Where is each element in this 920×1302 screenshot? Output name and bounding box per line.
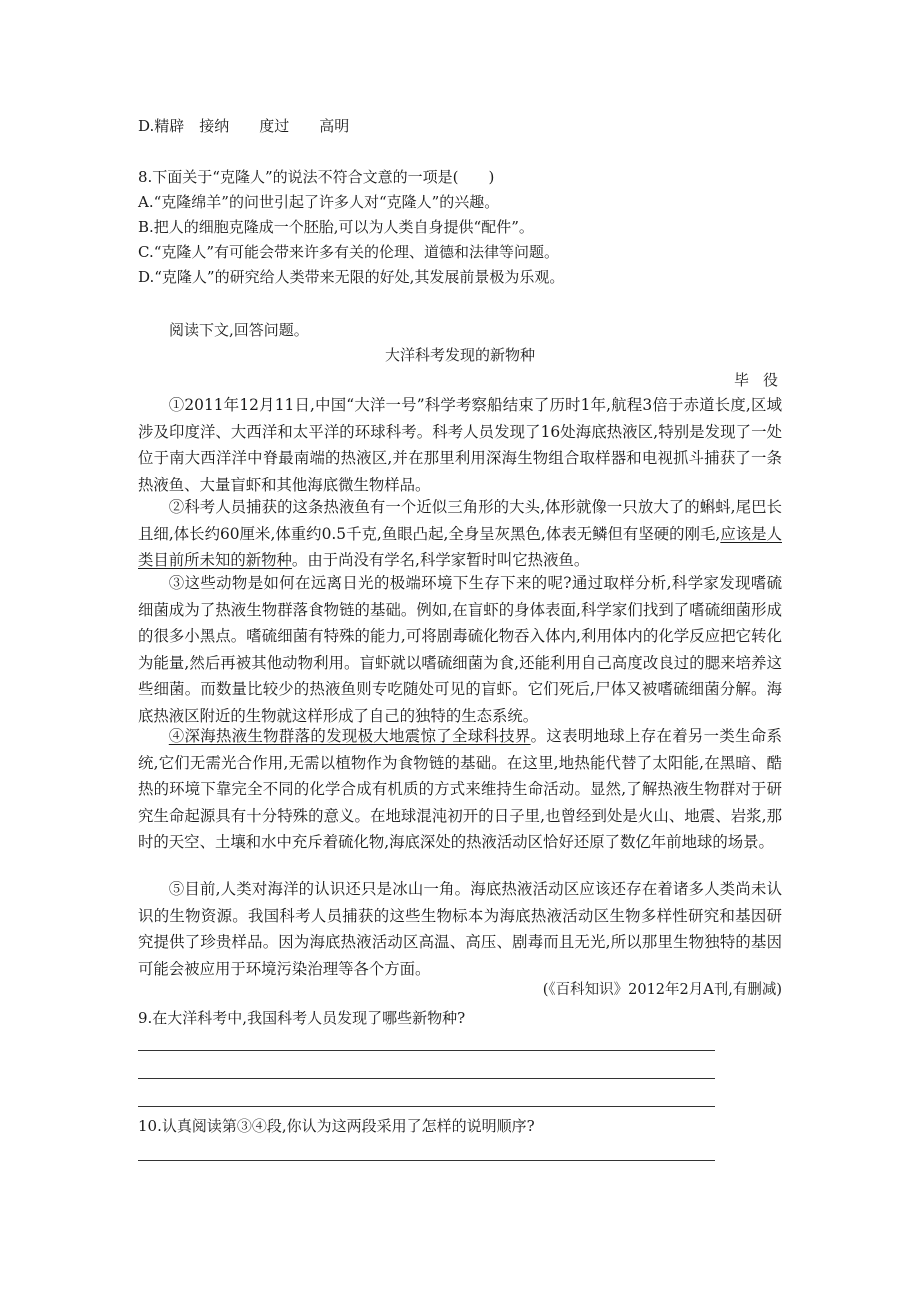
paragraph-4-underlined: ④深海热液生物群落的发现极大地震惊了全球科技界 — [168, 727, 531, 745]
q8-option-b: B.把人的细胞克隆成一个胚胎,可以为人类自身提供“配件”。 — [138, 218, 534, 236]
paragraph-2-underlined: 应该是人类目前所未知的新物种 — [138, 524, 782, 569]
q10-stem: 10.认真阅读第③④段,你认为这两段采用了怎样的说明顺序? — [138, 1117, 535, 1135]
paragraph-2-text-before: ②科考人员捕获的这条热液鱼有一个近似三角形的大头,体形就像一只放大了的蝌蚪,尾巴长且细,体长约60厘米,体重约0.5千克,鱼眼凸起,全身呈灰黑色,体表无鳞但有坚硬的刚毛, — [138, 498, 782, 543]
paragraph-2-text-after: 。由于尚没有学名,科学家暂时叫它热液鱼。 — [291, 551, 590, 569]
article-title: 大洋科考发现的新物种 — [384, 346, 535, 364]
q9-answer-line-1[interactable] — [138, 1050, 715, 1051]
q8-stem: 8.下面关于“克隆人”的说法不符合文意的一项是( ) — [138, 168, 495, 186]
q9-stem: 9.在大洋科考中,我国科考人员发现了哪些新物种? — [138, 1009, 466, 1027]
paragraph-4-text-after: 。这表明地球上存在着另一类生命系统,它们无需光合作用,无需以植物作为食物链的基础。在这里,地热能代替了太阳能,在黑暗、酷热的环境下靠完全不同的化学合成有机质的方式来维持生命活动。显然,了解热液生物群对于研究生命起源具有十分特殊的意义。在地球混沌初开的日子里,也曾经到处是火山、地震、岩浆,那时的天空、土壤和水中充斥着硫化物,海底深处的热液活动区恰好还原了数亿年前地球的场景。 — [138, 727, 782, 851]
paragraph-1: ①2011年12月11日,中国“大洋一号”科学考察船结束了历时1年,航程3倍于赤道长度,区域涉及印度洋、大西洋和太平洋的环球科考。科考人员发现了16处海底热液区,特别是发现了一处位于南大西洋洋中脊最南端的热液区,并在那里利用深海生物组合取样器和电视抓斗捕获了一条热液鱼、大量盲虾和其他海底微生物样品。 — [138, 396, 782, 494]
article-source: (《百科知识》2012年2月A刊,有删减) — [542, 982, 782, 998]
q8-option-a: A.“克隆绵羊”的问世引起了许多人对“克隆人”的兴趣。 — [138, 193, 500, 211]
paragraph-2 — [138, 494, 782, 574]
q8-option-c: C.“克隆人”有可能会带来许多有关的伦理、道德和法律等问题。 — [138, 243, 560, 261]
q9-answer-line-2[interactable] — [138, 1078, 715, 1079]
q9-answer-line-3[interactable] — [138, 1106, 715, 1107]
paragraph-4 — [138, 723, 782, 856]
q8-option-d: D.“克隆人”的研究给人类带来无限的好处,其发展前景极为乐观。 — [138, 268, 565, 286]
q10-answer-line[interactable] — [138, 1160, 715, 1161]
paragraph-5: ⑤目前,人类对海洋的认识还只是冰山一角。海底热液活动区应该还存在着诸多人类尚未认识的生物资源。我国科考人员捕获的这些生物标本为海底热液活动区生物多样性研究和基因研究提供了珍贵样品。因为海底热液活动区高温、高压、剧毒而且无光,所以那里生物独特的基因可能会被应用于环境污染治理等各个方面。 — [138, 880, 782, 978]
article-author: 毕役 — [734, 371, 793, 389]
reading-instruction: 阅读下文,回答问题。 — [169, 321, 309, 339]
q7-option-d: D.精辟 接纳 度过 高明 — [138, 117, 350, 135]
paragraph-3: ③这些动物是如何在远离日光的极端环境下生存下来的呢?通过取样分析,科学家发现嗜硫细菌成为了热液生物群落食物链的基础。例如,在盲虾的身体表面,科学家们找到了嗜硫细菌形成的很多小黑点。嗜硫细菌有特殊的能力,可将剧毒硫化物吞入体内,利用体内的化学反应把它转化为能量,然后再被其他动物利用。盲虾就以嗜硫细菌为食,还能利用自己高度改良过的腮来培养这些细菌。而数量比较少的热液鱼则专吃随处可见的盲虾。它们死后,尸体又被嗜硫细菌分解。海底热液区附近的生物就这样形成了自己的独特的生态系统。 — [138, 574, 782, 725]
